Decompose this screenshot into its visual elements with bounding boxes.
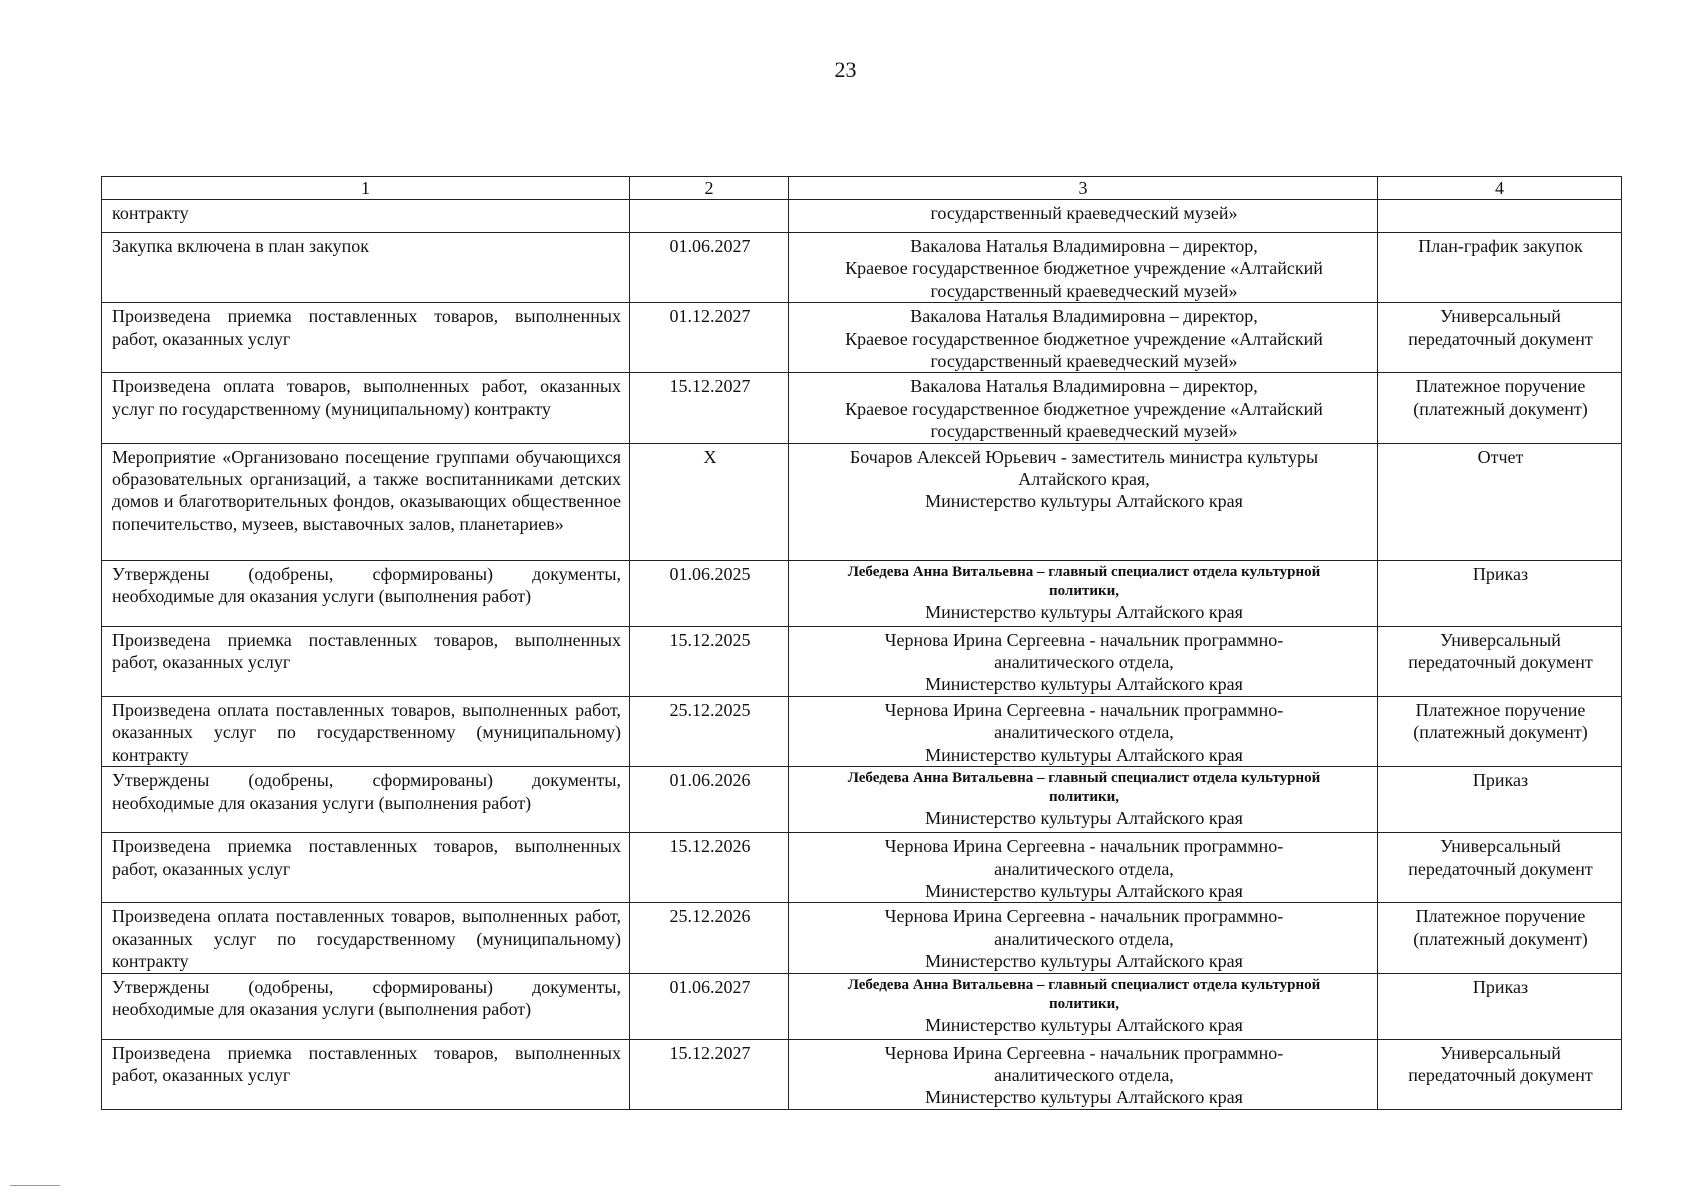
responsible-line: государственный краеведческий музей» [930, 203, 1238, 223]
cell-event: Закупка включена в план закупок [102, 233, 630, 303]
responsible-line: аналитического отдела, [994, 652, 1174, 673]
cell-event: Произведена оплата поставленных товаров, выполненных работ, оказанных услуг по государственному (муниципальному) контракту [102, 696, 630, 766]
column-header-1: 1 [102, 177, 630, 200]
cell-event: Утверждены (одобрены, сформированы) документы, необходимые для оказания услуги (выполнения работ) [102, 767, 630, 833]
cell-event: Мероприятие «Организовано посещение группами обучающихся образовательных организаций, а также воспитанниками детских домов и благотворительных фондов, оказывающих общественное попечительство, музеев, выставочных залов, планетариев» [102, 443, 630, 560]
responsible-line: Вакалова Наталья Владимировна – директор, [910, 376, 1258, 397]
cell-responsible [789, 903, 1378, 973]
responsible-line: Краевое государственное бюджетное учреждение «Алтайский [845, 398, 1323, 419]
table-row [102, 373, 1622, 443]
responsible-line: аналитического отдела, [994, 858, 1174, 879]
responsible-line: Лебедева Анна Витальевна – главный специалист отдела культурной [847, 976, 1321, 993]
responsible-line: политики, [1048, 582, 1120, 599]
table-row [102, 1039, 1622, 1109]
cell-date [630, 200, 789, 233]
cell-document: Приказ [1378, 560, 1622, 626]
responsible-line: Министерство культуры Алтайского края [925, 744, 1243, 765]
cell-responsible [789, 833, 1378, 903]
responsible-line: Вакалова Наталья Владимировна – директор, [910, 236, 1258, 256]
table-row [102, 233, 1622, 303]
cell-event: Утверждены (одобрены, сформированы) документы, необходимые для оказания услуги (выполнения работ) [102, 560, 630, 626]
cell-responsible [789, 626, 1378, 696]
cell-date: 15.12.2025 [630, 626, 789, 696]
column-header-4: 4 [1378, 177, 1622, 200]
cell-document: Универсальный передаточный документ [1378, 303, 1622, 373]
cell-document: Универсальный передаточный документ [1378, 1039, 1622, 1109]
responsible-line: Министерство культуры Алтайского края [925, 1087, 1243, 1108]
responsible-line: Лебедева Анна Витальевна – главный специалист отдела культурной [847, 563, 1321, 580]
footer-mark [10, 1185, 60, 1188]
responsible-line: аналитического отдела, [994, 928, 1174, 949]
document-table [101, 176, 1622, 1110]
cell-responsible [789, 560, 1378, 626]
page-number: 23 [834, 57, 857, 82]
table-body [102, 200, 1622, 1110]
cell-event: Произведена оплата поставленных товаров, выполненных работ, оказанных услуг по государственному (муниципальному) контракту [102, 903, 630, 973]
cell-document: План-график закупок [1378, 233, 1622, 303]
cell-date: 01.06.2027 [630, 233, 789, 303]
cell-event: Утверждены (одобрены, сформированы) документы, необходимые для оказания услуги (выполнения работ) [102, 973, 630, 1039]
responsible-line: Министерство культуры Алтайского края [925, 601, 1243, 622]
responsible-line: Краевое государственное бюджетное учреждение «Алтайский [845, 328, 1323, 349]
cell-responsible [789, 443, 1378, 560]
responsible-line: Министерство культуры Алтайского края [925, 1014, 1243, 1035]
column-header-2: 2 [630, 177, 789, 200]
cell-date: 01.06.2026 [630, 767, 789, 833]
table-row [102, 833, 1622, 903]
cell-event: Произведена приемка поставленных товаров, выполненных работ, оказанных услуг [102, 1039, 630, 1109]
cell-responsible [789, 303, 1378, 373]
cell-document: Универсальный передаточный документ [1378, 833, 1622, 903]
responsible-line: Чернова Ирина Сергеевна - начальник программно- [884, 629, 1284, 650]
cell-document: Отчет [1378, 443, 1622, 560]
table-header-row [102, 177, 1622, 200]
responsible-line: государственный краеведческий музей» [930, 280, 1238, 301]
responsible-line: Лебедева Анна Витальевна – главный специалист отдела культурной [847, 770, 1321, 787]
cell-responsible [789, 1039, 1378, 1109]
responsible-line: Министерство культуры Алтайского края [925, 880, 1243, 901]
cell-event: Произведена приемка поставленных товаров, выполненных работ, оказанных услуг [102, 833, 630, 903]
cell-event: Произведена оплата товаров, выполненных работ, оказанных услуг по государственному (муниципальному) контракту [102, 373, 630, 443]
cell-event: Произведена приемка поставленных товаров, выполненных работ, оказанных услуг [102, 303, 630, 373]
cell-date: 01.06.2025 [630, 560, 789, 626]
cell-responsible [789, 373, 1378, 443]
table-row [102, 560, 1622, 626]
cell-document: Приказ [1378, 973, 1622, 1039]
cell-document: Платежное поручение (платежный документ) [1378, 696, 1622, 766]
cell-date: 15.12.2027 [630, 1039, 789, 1109]
cell-date: 25.12.2025 [630, 696, 789, 766]
table-row [102, 903, 1622, 973]
responsible-line: государственный краеведческий музей» [930, 351, 1238, 372]
responsible-line: Министерство культуры Алтайского края [925, 808, 1243, 829]
cell-responsible [789, 767, 1378, 833]
responsible-line: Чернова Ирина Сергеевна - начальник программно- [884, 1042, 1284, 1063]
responsible-line: политики, [1048, 995, 1120, 1012]
cell-date: 01.12.2027 [630, 303, 789, 373]
cell-date: X [630, 443, 789, 560]
cell-date: 15.12.2027 [630, 373, 789, 443]
table-row [102, 626, 1622, 696]
table-row [102, 973, 1622, 1039]
cell-document: Платежное поручение (платежный документ) [1378, 903, 1622, 973]
table-row [102, 696, 1622, 766]
cell-document: Приказ [1378, 767, 1622, 833]
responsible-line: Алтайского края, [1018, 469, 1150, 490]
table-row [102, 767, 1622, 833]
responsible-line: Бочаров Алексей Юрьевич - заместитель министра культуры [849, 446, 1319, 467]
table-row [102, 200, 1622, 233]
responsible-line: аналитического отдела, [994, 722, 1174, 743]
responsible-line: политики, [1048, 789, 1120, 806]
cell-date: 25.12.2026 [630, 903, 789, 973]
cell-responsible [789, 696, 1378, 766]
cell-responsible [789, 233, 1378, 303]
table-row [102, 443, 1622, 560]
cell-event: контракту [102, 200, 630, 233]
column-header-3: 3 [789, 177, 1378, 200]
responsible-line: Министерство культуры Алтайского края [925, 674, 1243, 695]
responsible-line: государственный краеведческий музей» [930, 421, 1238, 442]
cell-document [1378, 200, 1622, 233]
responsible-line: аналитического отдела, [994, 1064, 1174, 1085]
cell-responsible [789, 973, 1378, 1039]
responsible-line: Министерство культуры Алтайского края [925, 951, 1243, 972]
responsible-line: Чернова Ирина Сергеевна - начальник программно- [884, 906, 1284, 927]
responsible-line: Чернова Ирина Сергеевна - начальник программно- [884, 836, 1284, 857]
cell-document: Платежное поручение (платежный документ) [1378, 373, 1622, 443]
cell-event: Произведена приемка поставленных товаров, выполненных работ, оказанных услуг [102, 626, 630, 696]
cell-responsible [789, 200, 1378, 233]
responsible-line: Вакалова Наталья Владимировна – директор, [910, 306, 1258, 327]
responsible-line: Министерство культуры Алтайского края [925, 491, 1243, 512]
cell-date: 01.06.2027 [630, 973, 789, 1039]
responsible-line: Краевое государственное бюджетное учреждение «Алтайский [845, 258, 1323, 279]
cell-document: Универсальный передаточный документ [1378, 626, 1622, 696]
cell-date: 15.12.2026 [630, 833, 789, 903]
table-row [102, 303, 1622, 373]
responsible-line: Чернова Ирина Сергеевна - начальник программно- [884, 699, 1284, 720]
